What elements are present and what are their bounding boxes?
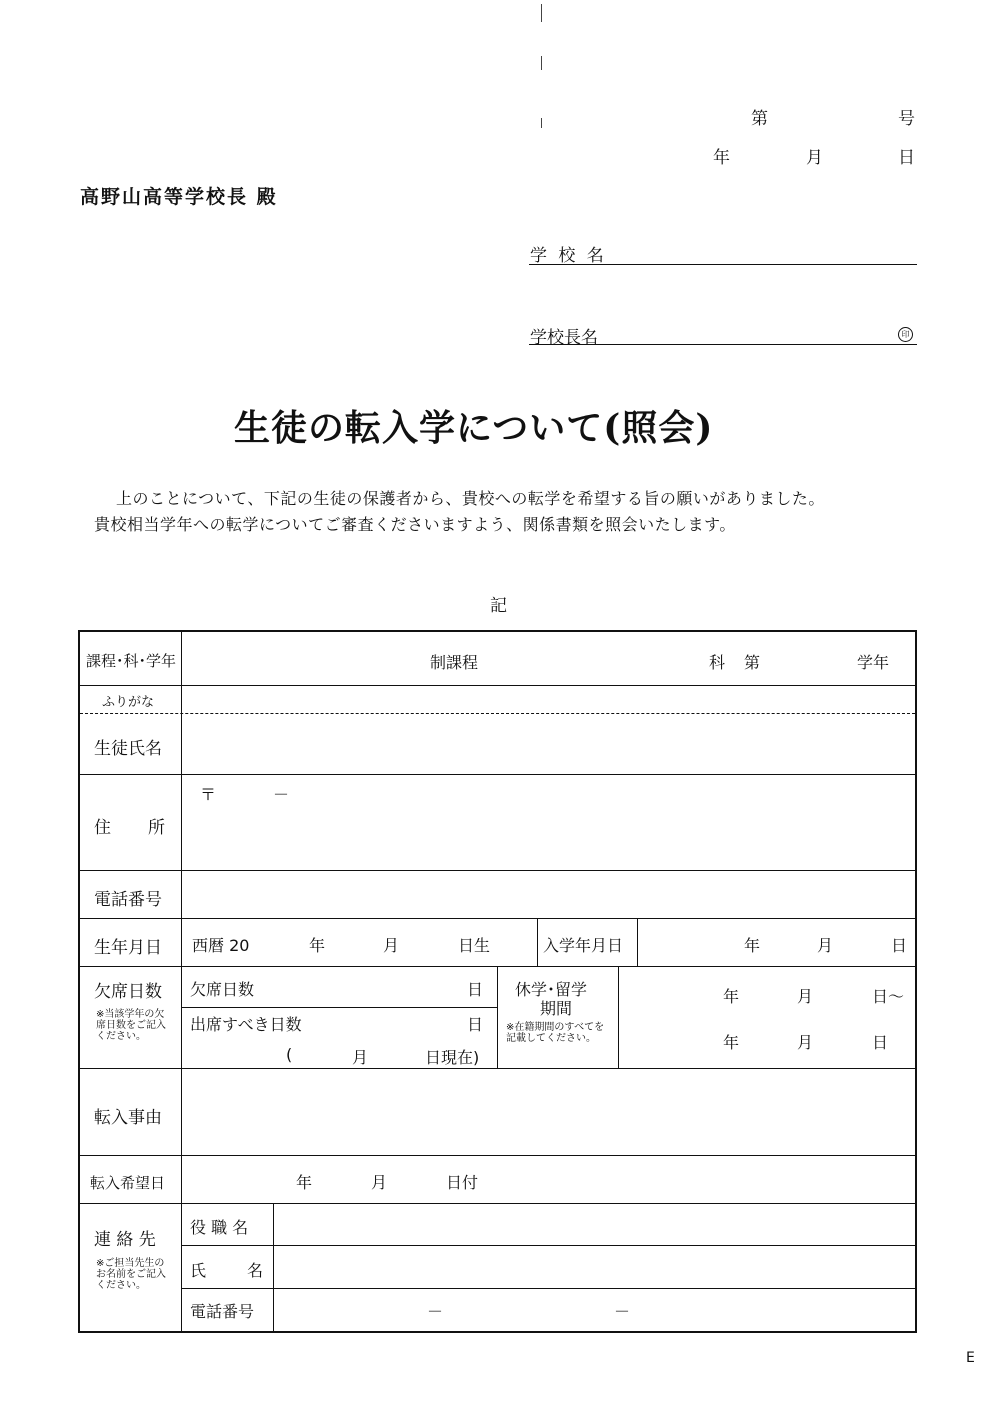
absence-note: ※当該学年の欠席日数をご記入ください。 [96, 1009, 166, 1042]
enroll-label: 入学年月日 [543, 936, 624, 955]
leave-from-month: 月 [797, 987, 814, 1006]
address-label-a: 住 [94, 818, 111, 838]
student-name-label: 生徒氏名 [94, 739, 162, 759]
phone-label: 電話番号 [94, 890, 162, 910]
fold-mark [541, 4, 542, 22]
body-line-1: 上のことについて、下記の生徒の保護者から、貴校への転学を希望する旨の願いがありました。 [116, 489, 825, 508]
addressee: 高野山高等学校長 殿 [80, 186, 278, 208]
school-name-label: 学 校 名 [530, 246, 607, 266]
footer-mark: E [966, 1350, 975, 1366]
fold-mark [541, 56, 542, 70]
address-field[interactable] [183, 776, 913, 868]
furigana-label: ふりがな [102, 695, 155, 710]
row-line [80, 870, 915, 871]
reason-label: 転入事由 [94, 1108, 162, 1128]
desired-day: 日付 [446, 1173, 479, 1192]
contact-label: 連 絡 先 [94, 1230, 156, 1250]
required-days-unit: 日 [467, 1015, 484, 1034]
row-line [181, 1288, 915, 1289]
row-line [80, 1203, 915, 1204]
contact-name-label-b: 名 [247, 1261, 264, 1280]
birth-day: 日生 [458, 936, 491, 955]
reason-field[interactable] [183, 1070, 913, 1153]
col-line [497, 966, 498, 1068]
contact-phone-dash-1: － [427, 1302, 444, 1321]
col-line [273, 1203, 274, 1331]
asof-day: 日現在) [425, 1048, 480, 1067]
row-line [80, 1068, 915, 1069]
birth-label: 生年月日 [94, 938, 162, 958]
required-days-label: 出席すべき日数 [190, 1015, 302, 1034]
seireki-text: 西暦 20 [192, 936, 250, 955]
fold-mark [541, 118, 542, 128]
row-line [80, 1155, 915, 1156]
leave-from-day: 日～ [872, 987, 905, 1006]
enroll-year: 年 [744, 936, 761, 955]
page-title: 生徒の転入学について(照会) [234, 407, 714, 449]
desired-year: 年 [296, 1173, 313, 1192]
row-line [80, 918, 915, 919]
course-label: 課程･科･学年 [86, 652, 177, 670]
phone-field[interactable] [183, 872, 913, 916]
leave-to-month: 月 [797, 1033, 814, 1052]
address-label-b: 所 [148, 818, 165, 838]
leave-from-year: 年 [723, 987, 740, 1006]
postal-mark: 〒 [200, 785, 217, 804]
furigana-field[interactable] [183, 687, 913, 711]
contact-name-field[interactable] [275, 1247, 913, 1286]
date-day: 日 [898, 148, 915, 168]
leave-note: ※在籍期間のすべてを記載してください。 [506, 1022, 605, 1044]
gakunen-text: 学年 [857, 653, 890, 672]
position-label: 役 職 名 [190, 1218, 249, 1237]
body-line-2: 貴校相当学年への転学についてご審査くださいますよう、関係書類を照会いたします。 [94, 515, 736, 534]
number-prefix: 第 [751, 109, 768, 129]
number-suffix: 号 [898, 109, 915, 129]
seal-icon: 印 [898, 327, 913, 342]
absence-label: 欠席日数 [94, 982, 162, 1002]
postal-dash: － [273, 785, 290, 804]
desired-month: 月 [371, 1173, 388, 1192]
desired-date-label: 転入希望日 [90, 1174, 166, 1192]
row-line [80, 685, 915, 686]
contact-note: ※ご担当先生のお名前をご記入ください。 [96, 1258, 166, 1291]
asof-month: 月 [352, 1048, 369, 1067]
principal-name-label: 学校長名 [530, 328, 598, 348]
position-field[interactable] [275, 1205, 913, 1243]
leave-to-year: 年 [723, 1033, 740, 1052]
student-name-field[interactable] [183, 716, 913, 772]
contact-name-label-a: 氏 [190, 1261, 207, 1280]
birth-year: 年 [309, 936, 326, 955]
leave-to-day: 日 [872, 1033, 889, 1052]
ka-text: 科 [709, 653, 726, 672]
contact-phone-label: 電話番号 [190, 1302, 255, 1321]
enroll-month: 月 [817, 936, 834, 955]
furigana-line [80, 713, 915, 714]
col-line [618, 966, 619, 1068]
birth-month: 月 [383, 936, 400, 955]
dai-text: 第 [744, 653, 761, 672]
col-line [537, 918, 538, 966]
leave-label-2: 期間 [540, 999, 573, 1018]
row-line [181, 1245, 915, 1246]
ki-mark: 記 [490, 596, 507, 616]
date-month: 月 [806, 148, 823, 168]
school-name-field[interactable] [529, 264, 917, 265]
row-line [181, 1007, 497, 1008]
col-line [637, 918, 638, 966]
contact-phone-dash-2: － [614, 1302, 631, 1321]
absent-days-label: 欠席日数 [190, 980, 255, 999]
leave-label-1: 休学･留学 [515, 980, 588, 999]
date-year: 年 [713, 148, 730, 168]
enroll-day: 日 [891, 936, 908, 955]
principal-name-field[interactable] [529, 344, 917, 345]
absent-days-unit: 日 [467, 980, 484, 999]
asof-open: ( [286, 1045, 293, 1064]
label-column-line [181, 632, 182, 1331]
row-line [80, 774, 915, 775]
seido-text: 制課程 [430, 653, 479, 672]
